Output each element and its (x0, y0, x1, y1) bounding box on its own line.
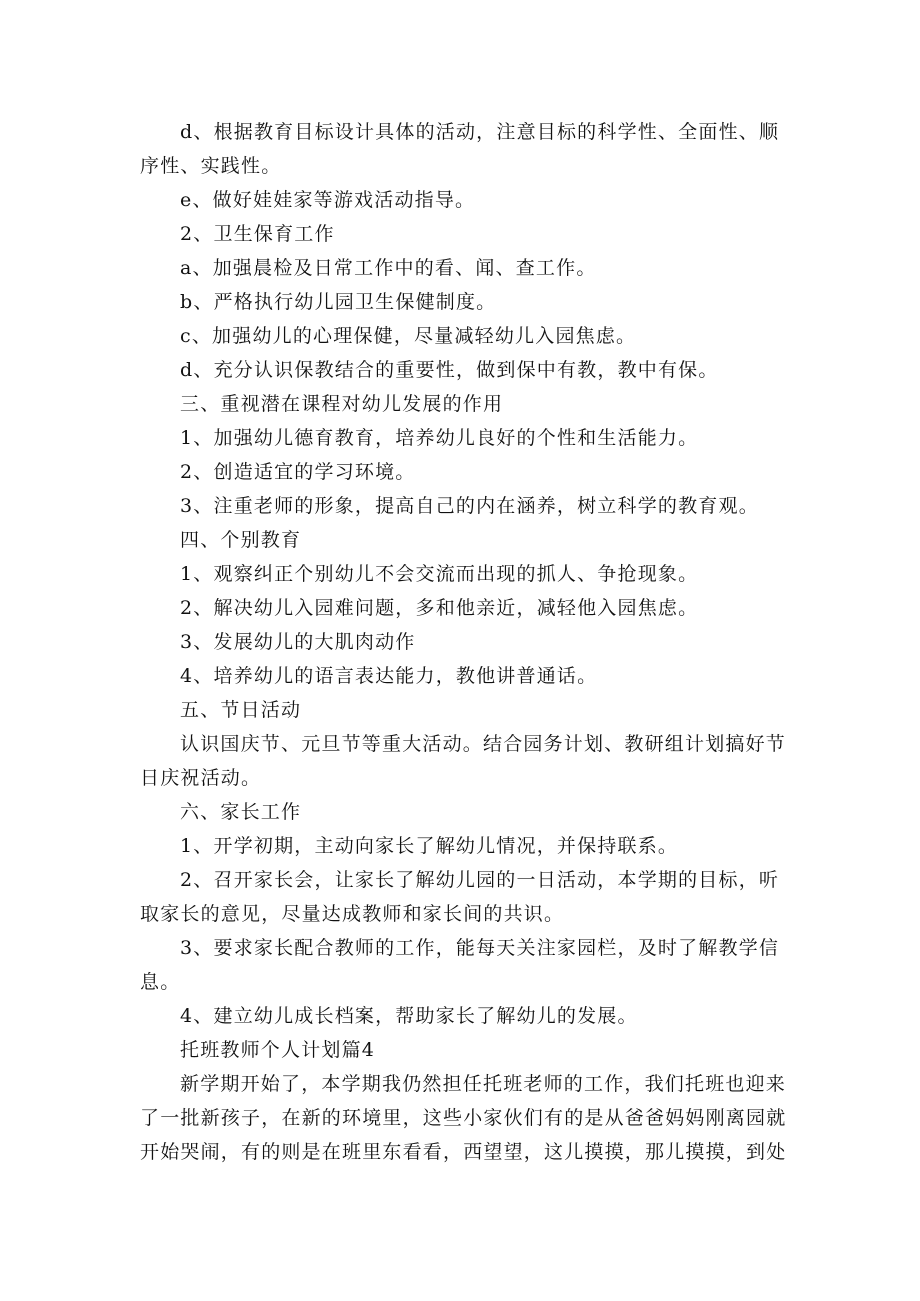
section-heading: 2、卫生保育工作 (180, 223, 335, 245)
paragraph: 新学期开始了，本学期我仍然担任托班老师的工作，我们托班也迎来了一批新孩子，在新的环境里，这些小家伙们有的是从爸爸妈妈刚离园就开始哭闹，有的则是在班里东看看，西望望，这儿摸摸，那儿摸摸，到处 (140, 1073, 787, 1163)
paragraph: 认识国庆节、元旦节等重大活动。结合园务计划、教研组计划搞好节日庆祝活动。 (140, 733, 787, 789)
paragraph: c、加强幼儿的心理保健，尽量减轻幼儿入园焦虑。 (180, 325, 637, 347)
paragraph: 2、创造适宜的学习环境。 (180, 461, 416, 483)
paragraph: b、严格执行幼儿园卫生保健制度。 (180, 291, 497, 313)
document-body (140, 115, 790, 1169)
paragraph: 3、发展幼儿的大肌肉动作 (180, 631, 416, 653)
section-heading: 四、个别教育 (180, 529, 302, 551)
paragraph: 2、召开家长会，让家长了解幼儿园的一日活动，本学期的目标，听取家长的意见，尽量达成教师和家长间的共识。 (140, 869, 780, 925)
section-heading: 三、重视潜在课程对幼儿发展的作用 (180, 393, 504, 415)
paragraph: 1、开学初期，主动向家长了解幼儿情况，并保持联系。 (180, 835, 679, 857)
paragraph: 3、注重老师的形象，提高自己的内在涵养，树立科学的教育观。 (180, 495, 759, 517)
article-title: 托班教师个人计划篇4 (180, 1039, 376, 1061)
paragraph: d、充分认识保教结合的重要性，做到保中有教，教中有保。 (180, 359, 719, 381)
paragraph: e、做好娃娃家等游戏活动指导。 (180, 189, 476, 211)
paragraph: a、加强晨检及日常工作中的看、闻、查工作。 (180, 257, 597, 279)
paragraph: 1、加强幼儿德育教育，培养幼儿良好的个性和生活能力。 (180, 427, 699, 449)
paragraph: 1、观察纠正个别幼儿不会交流而出现的抓人、争抢现象。 (180, 563, 699, 585)
paragraph: 4、建立幼儿成长档案，帮助家长了解幼儿的发展。 (180, 1005, 638, 1027)
paragraph: 4、培养幼儿的语言表达能力，教他讲普通话。 (180, 665, 598, 687)
section-heading: 五、节日活动 (180, 699, 302, 721)
section-heading: 六、家长工作 (180, 801, 302, 823)
paragraph: d、根据教育目标设计具体的活动，注意目标的科学性、全面性、顺序性、实践性。 (140, 121, 780, 177)
paragraph: 2、解决幼儿入园难问题，多和他亲近，减轻他入园焦虑。 (180, 597, 699, 619)
paragraph: 3、要求家长配合教师的工作，能每天关注家园栏，及时了解教学信息。 (140, 937, 780, 993)
